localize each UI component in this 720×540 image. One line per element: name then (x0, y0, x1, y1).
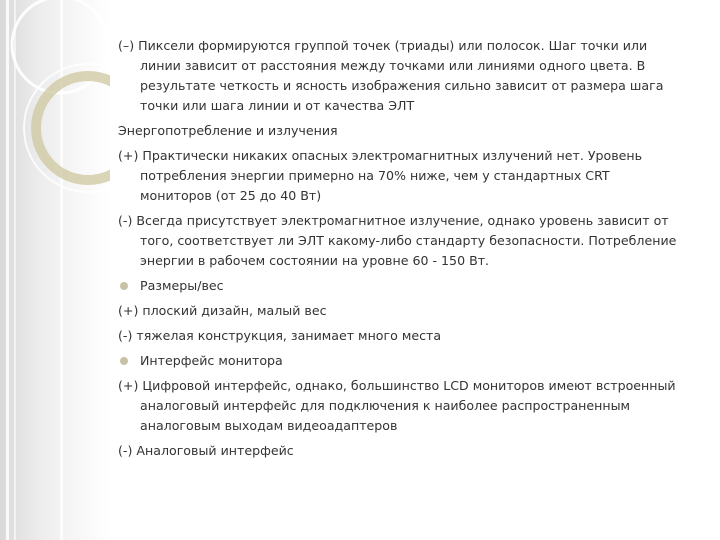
bullet-heading-text: Интерфейс монитора (140, 353, 283, 368)
bullet-heading (118, 351, 678, 371)
bullet-heading (118, 276, 678, 296)
bullet-dot-icon (120, 357, 128, 365)
slide-text-body (118, 36, 678, 466)
decorative-rings-graphic (0, 0, 110, 540)
bullet-dot-icon (120, 282, 128, 290)
paragraph: (–) Пиксели формируются группой точек (триады) или полосок. Шаг точки или линии зависит от расстояния между точками или линиями одного цвета. В результате четкость и ясность изображения сильно зависит от размера шага точки или шага линии и от качества ЭЛТ (118, 38, 664, 113)
paragraph: (-) тяжелая конструкция, занимает много места (118, 328, 442, 343)
bullet-heading-text: Размеры/вес (140, 278, 224, 293)
paragraph: (+) Цифровой интерфейс, однако, большинство LCD мониторов имеют встроенный аналоговый интерфейс для подключения к наиболее распространенным аналоговым выходам видеоадаптеров (118, 378, 676, 433)
paragraph: Энергопотребление и излучения (118, 123, 338, 138)
paragraph: (+) Практически никаких опасных электромагнитных излучений нет. Уровень потребления энергии примерно на 70% ниже, чем у стандартных CRT мониторов (от 25 до 40 Вт) (118, 148, 643, 203)
decorative-side-panel (0, 0, 110, 540)
paragraph: (-) Всегда присутствует электромагнитное излучение, однако уровень зависит от того, соответствует ли ЭЛТ какому-либо стандарту безопасности. Потребление энергии в рабочем состоянии на уровне 60 - 150 Вт. (118, 213, 677, 268)
paragraph: (+) плоский дизайн, малый вес (118, 303, 327, 318)
paragraph: (-) Аналоговый интерфейс (118, 443, 294, 458)
